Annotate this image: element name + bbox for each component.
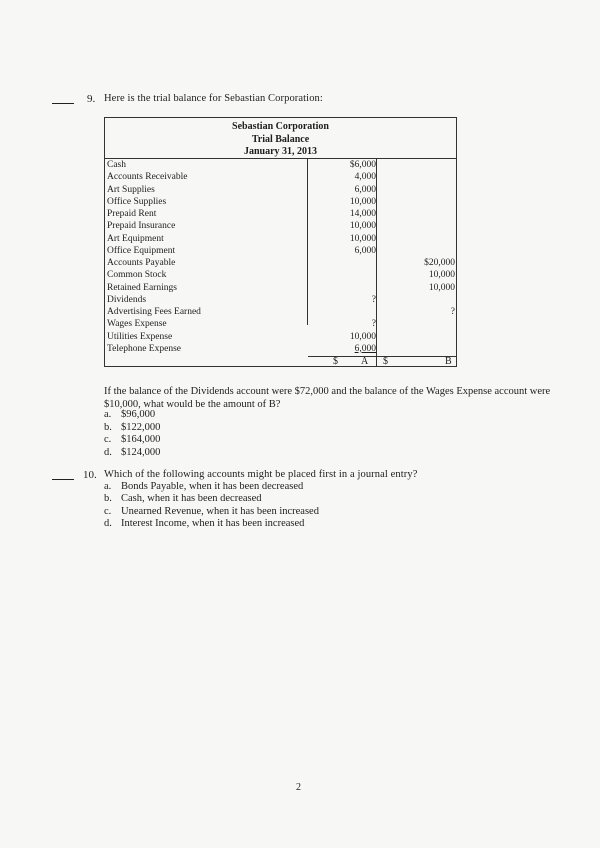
debit-amount: 6,000 — [354, 245, 376, 256]
question-9-stem — [104, 386, 551, 411]
debit-amount: 10,000 — [349, 196, 376, 207]
debit-amount: $6,000 — [349, 160, 376, 170]
choice-text: Bonds Payable, when it has been decreased — [121, 481, 304, 492]
choice-text: $164,000 — [121, 434, 161, 445]
choice-text: Cash, when it has been decreased — [121, 493, 262, 504]
debit-amount: ? — [371, 319, 376, 330]
account-name: Art Equipment — [107, 233, 164, 244]
tb-row — [105, 318, 456, 330]
trial-balance-rows — [105, 159, 456, 355]
question-number-10: 10. — [83, 469, 97, 481]
choice-text: $122,000 — [121, 422, 161, 433]
debit-amount: 6,000 — [354, 184, 376, 195]
account-name: Cash — [107, 160, 126, 170]
tb-row — [105, 171, 456, 183]
debit-amount: 10,000 — [349, 331, 376, 342]
choice-letter: a. — [104, 409, 112, 420]
tb-row — [105, 269, 456, 281]
choice-letter: d. — [104, 447, 112, 458]
tb-row — [105, 245, 456, 257]
debit-amount: 6,000 — [354, 343, 376, 354]
debit-amount: 4,000 — [354, 172, 376, 183]
choice-letter: b. — [104, 422, 112, 433]
choice-letter: c. — [104, 434, 112, 445]
question-9-stem-line1: If the balance of the Dividends account were $72,000 and the balance of the Wages Expense account were — [104, 386, 551, 397]
tb-row — [105, 343, 456, 355]
account-name: Dividends — [107, 294, 147, 305]
total-credit-label: B — [445, 356, 452, 367]
credit-amount: $20,000 — [424, 258, 455, 268]
account-name: Utilities Expense — [107, 331, 173, 342]
choice-letter: d. — [104, 518, 112, 529]
answer-blank-q9[interactable] — [52, 103, 74, 104]
question-9-stem-line2: $10,000, what would be the amount of B? — [104, 398, 281, 410]
statement-title: Trial Balance — [251, 133, 310, 145]
account-name: Office Supplies — [107, 196, 167, 207]
question-number-9: 9. — [87, 93, 96, 105]
account-name: Office Equipment — [107, 245, 176, 256]
debit-amount: 10,000 — [349, 221, 376, 232]
tb-row — [105, 282, 456, 294]
tb-row — [105, 257, 456, 269]
tb-row — [105, 208, 456, 220]
tb-row — [105, 233, 456, 245]
choice-text: $96,000 — [121, 409, 156, 420]
choice-text: Unearned Revenue, when it has been increased — [121, 506, 319, 517]
account-name: Accounts Payable — [107, 258, 176, 268]
debit-amount: 10,000 — [349, 233, 376, 244]
debit-amount: ? — [371, 294, 376, 305]
tb-row — [105, 184, 456, 196]
statement-date: January 31, 2013 — [243, 146, 318, 157]
tb-row — [105, 331, 456, 343]
account-name: Prepaid Rent — [107, 209, 157, 219]
account-name: Retained Earnings — [107, 282, 177, 293]
account-name: Telephone Expense — [107, 343, 181, 354]
total-credit-sign: $ — [383, 356, 388, 367]
account-name: Common Stock — [107, 270, 167, 281]
choice-letter: b. — [104, 493, 112, 504]
account-name: Accounts Receivable — [107, 172, 188, 183]
question-9-prompt: Here is the trial balance for Sebastian Corporation: — [104, 93, 323, 104]
tb-row — [105, 159, 456, 171]
tb-row — [105, 196, 456, 208]
account-name: Wages Expense — [107, 319, 167, 330]
trial-balance-table — [104, 117, 457, 367]
debit-amount: 14,000 — [349, 209, 376, 219]
tb-row — [105, 306, 456, 318]
choice-text: $124,000 — [121, 447, 161, 458]
page-number: 2 — [296, 782, 301, 793]
credit-column-right-rule — [456, 159, 457, 366]
total-debit-label: A — [361, 356, 369, 367]
credit-amount: ? — [450, 307, 455, 317]
answer-blank-q10[interactable] — [52, 479, 74, 480]
credit-amount: 10,000 — [428, 282, 455, 293]
credit-amount: 10,000 — [428, 270, 455, 281]
tb-row — [105, 220, 456, 232]
total-debit-sign: $ — [333, 356, 338, 367]
company-name: Sebastian Corporation — [232, 121, 329, 132]
question-10-prompt: Which of the following accounts might be placed first in a journal entry? — [104, 469, 418, 480]
account-name: Prepaid Insurance — [107, 221, 176, 232]
choice-letter: c. — [104, 506, 112, 517]
trial-balance-heading — [105, 118, 456, 159]
choice-letter: a. — [104, 481, 112, 492]
tb-row — [105, 294, 456, 306]
choice-text: Interest Income, when it has been increased — [121, 518, 305, 529]
account-name: Art Supplies — [107, 184, 155, 195]
account-name: Advertising Fees Earned — [107, 307, 201, 317]
